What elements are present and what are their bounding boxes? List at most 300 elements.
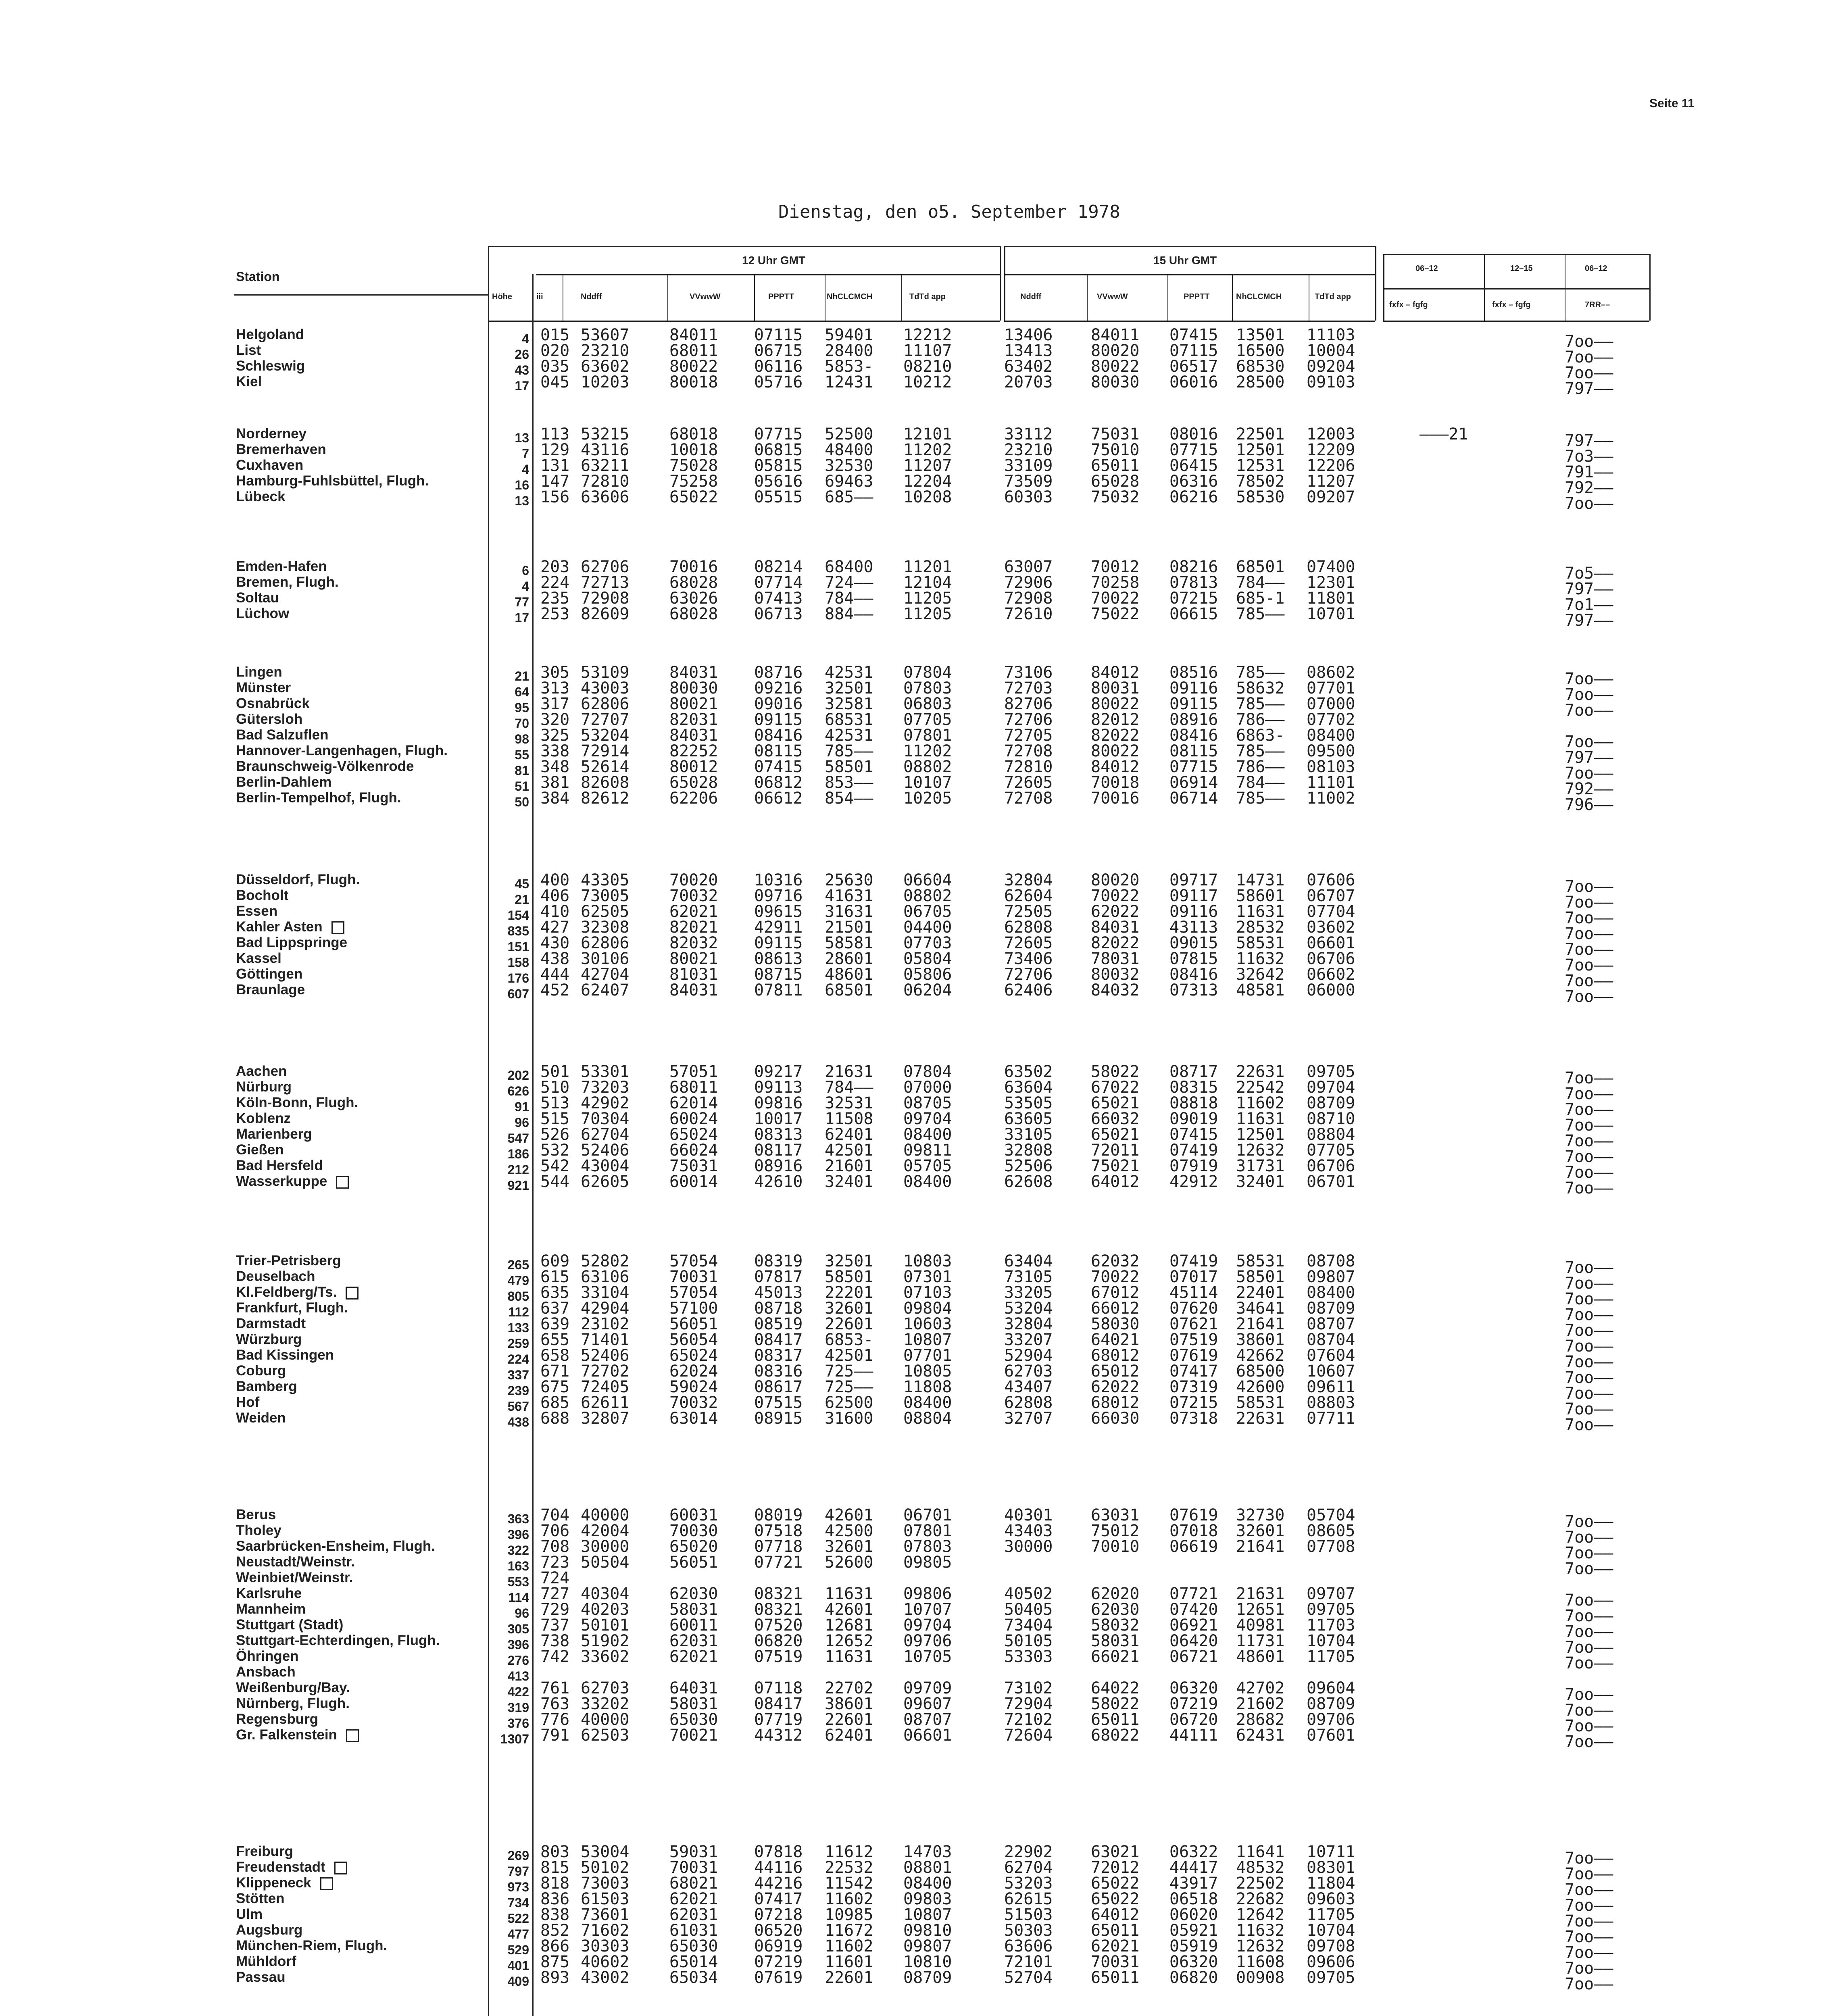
obs12-value: 07714 <box>754 573 803 592</box>
station-height: 91 <box>515 1100 529 1114</box>
obs12-value: 73601 <box>581 1906 630 1924</box>
station-height: 4 <box>522 331 529 346</box>
station-height: 21 <box>515 892 529 907</box>
obs15-value: 08708 <box>1307 1252 1355 1270</box>
precip-value: 7oo–– <box>1565 1622 1613 1641</box>
obs15-value: 70010 <box>1091 1537 1140 1556</box>
obs12-value: 32807 <box>581 1409 630 1428</box>
obs12-value: 68501 <box>825 981 873 1000</box>
obs12-value: 70031 <box>669 1268 718 1286</box>
obs15-value: 07215 <box>1169 589 1218 608</box>
obs15-value: 06320 <box>1169 1679 1218 1697</box>
obs15-value: 07715 <box>1169 758 1218 776</box>
obs12-value: 62031 <box>669 1632 718 1650</box>
obs12-value: 69463 <box>825 472 873 491</box>
obs15-value: 64022 <box>1091 1679 1140 1697</box>
station-name: Essen <box>236 903 278 919</box>
obs15-value: 38601 <box>1236 1331 1285 1349</box>
obs12-value: 07515 <box>754 1393 803 1412</box>
obs12-value: 07801 <box>903 726 952 745</box>
obs15-value: 12642 <box>1236 1906 1285 1924</box>
station-iii: 313 <box>540 679 570 698</box>
obs15-value: 84011 <box>1091 326 1140 344</box>
precip-value: 7oo–– <box>1565 332 1613 351</box>
obs15-value: 685-1 <box>1236 589 1285 608</box>
obs15-value: 11705 <box>1307 1906 1355 1924</box>
obs12-value: 22201 <box>825 1283 873 1302</box>
obs15-value: 09606 <box>1307 1953 1355 1971</box>
obs15-value: 70012 <box>1091 558 1140 576</box>
obs12-value: 08801 <box>903 1858 952 1877</box>
obs15-value: 70018 <box>1091 773 1140 792</box>
obs12-value: 11602 <box>825 1937 873 1956</box>
obs15-value: 40502 <box>1004 1585 1053 1603</box>
station-iii: 427 <box>540 918 570 937</box>
station-iii: 131 <box>540 456 570 475</box>
obs15-value: 63606 <box>1004 1937 1053 1956</box>
obs15-value: 07815 <box>1169 950 1218 968</box>
obs12-value: 785–– <box>825 742 873 760</box>
precip-value: 7oo–– <box>1565 877 1613 896</box>
station-name: Hannover-Langenhagen, Flugh. <box>236 743 448 758</box>
obs12-value: 10707 <box>903 1600 952 1619</box>
station-height: 98 <box>515 732 529 746</box>
obs12-value: 07301 <box>903 1268 952 1286</box>
obs12-value: 05616 <box>754 472 803 491</box>
station-iii: 727 <box>540 1585 570 1603</box>
station-name: Braunlage <box>236 982 305 998</box>
col15-nhclcmch: NhCLCMCH <box>1236 292 1282 301</box>
obs15-value: 07701 <box>1307 679 1355 698</box>
obs12-value: 11207 <box>903 456 952 475</box>
precip-value: 7oo–– <box>1565 1896 1613 1915</box>
obs15-value: 09103 <box>1307 373 1355 392</box>
obs12-value: 14703 <box>903 1843 952 1861</box>
obs15-value: 68012 <box>1091 1346 1140 1365</box>
extra-06-12-value: –––21 <box>1420 425 1468 444</box>
obs12-value: 65024 <box>669 1346 718 1365</box>
obs15-value: 22542 <box>1236 1078 1285 1097</box>
station-iii: 637 <box>540 1299 570 1318</box>
obs15-value: 09115 <box>1169 695 1218 713</box>
obs12-value: 42911 <box>754 918 803 937</box>
obs12-value: 40304 <box>581 1585 630 1603</box>
obs15-value: 09717 <box>1169 871 1218 889</box>
obs15-value: 08710 <box>1307 1110 1355 1128</box>
obs15-value: 66012 <box>1091 1299 1140 1318</box>
obs15-value: 78031 <box>1091 950 1140 968</box>
precip-value: 7oo–– <box>1565 1865 1613 1883</box>
station-height: 1307 <box>500 1732 529 1746</box>
extra-06-12: 06–12 <box>1415 264 1438 273</box>
obs12-value: 08416 <box>754 726 803 745</box>
station-iii: 875 <box>540 1953 570 1971</box>
station-name: Köln-Bonn, Flugh. <box>236 1095 359 1110</box>
obs15-value: 70031 <box>1091 1953 1140 1971</box>
station-height: 921 <box>507 1178 529 1193</box>
obs15-value: 33109 <box>1004 456 1053 475</box>
obs12-value: 82608 <box>581 773 630 792</box>
station-iii: 515 <box>540 1110 570 1128</box>
station-iii: 742 <box>540 1647 570 1666</box>
station-height: 112 <box>508 1305 529 1319</box>
obs12-value: 10807 <box>903 1906 952 1924</box>
precip-value: 7oo–– <box>1565 1085 1613 1103</box>
obs15-value: 07601 <box>1307 1726 1355 1745</box>
obs12-value: 32308 <box>581 918 630 937</box>
obs12-value: 12652 <box>825 1632 873 1650</box>
obs15-value: 06016 <box>1169 373 1218 392</box>
station-height: 51 <box>515 779 529 793</box>
obs12-value: 07705 <box>903 710 952 729</box>
obs12-value: 07219 <box>754 1953 803 1971</box>
obs12-value: 11631 <box>825 1585 873 1603</box>
obs15-value: 10701 <box>1307 605 1355 623</box>
station-name: Bad Kissingen <box>236 1347 334 1363</box>
obs15-value: 08216 <box>1169 558 1218 576</box>
obs15-value: 62032 <box>1091 1252 1140 1270</box>
obs15-value: 80020 <box>1091 871 1140 889</box>
obs15-value: 42600 <box>1236 1378 1285 1396</box>
obs12-value: 73003 <box>581 1874 630 1893</box>
obs12-value: 09811 <box>903 1141 952 1160</box>
obs15-value: 65022 <box>1091 1890 1140 1908</box>
obs15-value: 09117 <box>1169 887 1218 905</box>
obs12-value: 07118 <box>754 1679 803 1697</box>
obs15-value: 00908 <box>1236 1968 1285 1987</box>
obs15-value: 68501 <box>1236 558 1285 576</box>
obs15-value: 32804 <box>1004 1315 1053 1333</box>
station-height: 16 <box>515 478 529 492</box>
obs12-value: 10985 <box>825 1906 873 1924</box>
obs15-value: 11641 <box>1236 1843 1285 1861</box>
station-height: 6 <box>522 563 529 578</box>
obs15-value: 11731 <box>1236 1632 1285 1650</box>
obs12-value: 58031 <box>669 1695 718 1713</box>
precip-value: 797–– <box>1565 431 1613 450</box>
obs15-value: 82706 <box>1004 695 1053 713</box>
obs12-value: 61503 <box>581 1890 630 1908</box>
station-iii: 838 <box>540 1906 570 1924</box>
station-height: 396 <box>507 1637 529 1652</box>
obs12-value: 09706 <box>903 1632 952 1650</box>
station-height: 401 <box>507 1958 529 1973</box>
obs12-value: 56054 <box>669 1331 718 1349</box>
obs15-value: 08016 <box>1169 425 1218 444</box>
obs15-value: 67022 <box>1091 1078 1140 1097</box>
obs12-value: 32531 <box>825 1094 873 1112</box>
obs12-value: 53607 <box>581 326 630 344</box>
rule-15-right <box>1375 246 1376 321</box>
obs15-value: 31731 <box>1236 1157 1285 1175</box>
obs15-value: 72101 <box>1004 1953 1053 1971</box>
precip-value: 7oo–– <box>1565 972 1613 990</box>
station-iii: 452 <box>540 981 570 1000</box>
station-name: Weiden <box>236 1410 286 1426</box>
obs12-value: 62021 <box>669 1647 718 1666</box>
obs12-value: 42902 <box>581 1094 630 1112</box>
obs12-value: 68531 <box>825 710 873 729</box>
obs15-value: 08605 <box>1307 1522 1355 1540</box>
obs15-value: 06701 <box>1307 1173 1355 1191</box>
obs15-value: 08301 <box>1307 1858 1355 1877</box>
station-name: Frankfurt, Flugh. <box>236 1300 348 1316</box>
obs12-value: 72810 <box>581 472 630 491</box>
obs15-value: 28532 <box>1236 918 1285 937</box>
block-12-title: 12 Uhr GMT <box>742 254 806 267</box>
obs15-value: 68012 <box>1091 1393 1140 1412</box>
precip-value: 7o1–– <box>1565 596 1613 614</box>
station-height: 96 <box>515 1115 529 1130</box>
obs12-value: 10203 <box>581 373 630 392</box>
obs15-value: 07721 <box>1169 1585 1218 1603</box>
station-iii: 410 <box>540 902 570 921</box>
obs15-value: 48601 <box>1236 1647 1285 1666</box>
obs15-value: 786–– <box>1236 710 1285 729</box>
obs15-value: 70022 <box>1091 887 1140 905</box>
obs12-value: 65028 <box>669 773 718 792</box>
station-name: Öhringen <box>236 1648 299 1664</box>
obs15-value: 09708 <box>1307 1937 1355 1956</box>
obs15-value: 73102 <box>1004 1679 1053 1697</box>
station-name: Gütersloh <box>236 711 303 727</box>
obs12-value: 07721 <box>754 1553 803 1572</box>
station-name: Stuttgart (Stadt) <box>236 1617 344 1633</box>
obs12-value: 84011 <box>669 326 718 344</box>
obs12-value: 52600 <box>825 1553 873 1572</box>
station-height: 973 <box>507 1880 529 1894</box>
obs15-value: 12501 <box>1236 1125 1285 1144</box>
obs12-value: 48400 <box>825 441 873 459</box>
obs15-value: 43407 <box>1004 1378 1053 1396</box>
obs12-value: 56051 <box>669 1315 718 1333</box>
station-iii: 015 <box>540 326 570 344</box>
obs15-value: 08602 <box>1307 663 1355 682</box>
obs15-value: 06316 <box>1169 472 1218 491</box>
obs12-value: 62806 <box>581 934 630 952</box>
station-height: 26 <box>515 347 529 362</box>
obs12-value: 09805 <box>903 1553 952 1572</box>
obs12-value: 724–– <box>825 573 873 592</box>
obs15-value: 48581 <box>1236 981 1285 1000</box>
obs15-value: 72610 <box>1004 605 1053 623</box>
obs12-value: 06919 <box>754 1937 803 1956</box>
open-square-icon <box>346 1287 359 1300</box>
obs15-value: 06914 <box>1169 773 1218 792</box>
obs12-value: 05804 <box>903 950 952 968</box>
obs15-value: 32808 <box>1004 1141 1053 1160</box>
station-iii: 045 <box>540 373 570 392</box>
station-height: 607 <box>507 987 529 1001</box>
obs12-value: 58031 <box>669 1600 718 1619</box>
obs15-value: 73404 <box>1004 1616 1053 1635</box>
station-name: Göttingen <box>236 966 303 982</box>
obs12-value: 06705 <box>903 902 952 921</box>
station-name: Stötten <box>236 1891 285 1906</box>
obs15-value: 08707 <box>1307 1315 1355 1333</box>
obs15-value: 22631 <box>1236 1409 1285 1428</box>
station-height: 337 <box>507 1368 529 1382</box>
obs12-value: 884–– <box>825 605 873 623</box>
obs12-value: 40203 <box>581 1600 630 1619</box>
station-header: Station <box>236 269 280 284</box>
obs15-value: 42662 <box>1236 1346 1285 1365</box>
obs12-value: 42531 <box>825 663 873 682</box>
obs15-value: 64021 <box>1091 1331 1140 1349</box>
obs15-value: 33105 <box>1004 1125 1053 1144</box>
station-iii: 305 <box>540 663 570 682</box>
obs15-value: 07419 <box>1169 1141 1218 1160</box>
station-iii: 815 <box>540 1858 570 1877</box>
station-iii: 325 <box>540 726 570 745</box>
obs12-value: 07803 <box>903 679 952 698</box>
obs15-value: 08709 <box>1307 1094 1355 1112</box>
obs12-value: 09016 <box>754 695 803 713</box>
station-name: Kiel <box>236 374 262 389</box>
obs15-value: 21602 <box>1236 1695 1285 1713</box>
rule-15-c3 <box>1232 274 1233 321</box>
obs15-value: 10004 <box>1307 342 1355 360</box>
obs15-value: 07708 <box>1307 1537 1355 1556</box>
obs12-value: 12104 <box>903 573 952 592</box>
station-name: Gießen <box>236 1142 284 1158</box>
precip-value: 7oo–– <box>1565 494 1613 513</box>
obs15-value: 09207 <box>1307 488 1355 506</box>
obs12-value: 53004 <box>581 1843 630 1861</box>
obs12-value: 63106 <box>581 1268 630 1286</box>
obs12-value: 11631 <box>825 1647 873 1666</box>
station-iii: 729 <box>540 1600 570 1619</box>
precip-value: 7oo–– <box>1565 1069 1613 1087</box>
obs12-value: 42610 <box>754 1173 803 1191</box>
obs12-value: 43116 <box>581 441 630 459</box>
station-iii: 791 <box>540 1726 570 1745</box>
obs12-value: 07804 <box>903 663 952 682</box>
station-iii: 020 <box>540 342 570 360</box>
obs15-value: 11602 <box>1236 1094 1285 1112</box>
obs12-value: 08707 <box>903 1710 952 1729</box>
obs15-value: 07018 <box>1169 1522 1218 1540</box>
obs15-value: 07702 <box>1307 710 1355 729</box>
obs12-value: 05716 <box>754 373 803 392</box>
obs15-value: 06000 <box>1307 981 1355 1000</box>
obs12-value: 12431 <box>825 373 873 392</box>
obs12-value: 08613 <box>754 950 803 968</box>
rule-12-c4 <box>901 274 902 321</box>
obs12-value: 65034 <box>669 1968 718 1987</box>
station-name: Ulm <box>236 1906 263 1922</box>
obs12-value: 43004 <box>581 1157 630 1175</box>
precip-value: 7oo–– <box>1565 1701 1613 1720</box>
precip-value: 7oo–– <box>1565 1733 1613 1751</box>
obs15-value: 53204 <box>1004 1299 1053 1318</box>
obs15-value: 06517 <box>1169 357 1218 376</box>
obs12-value: 09806 <box>903 1585 952 1603</box>
obs12-value: 10017 <box>754 1110 803 1128</box>
extra-12-15: 12–15 <box>1510 264 1533 273</box>
obs12-value: 82609 <box>581 605 630 623</box>
obs12-value: 62401 <box>825 1125 873 1144</box>
station-name: Lüchow <box>236 606 290 621</box>
station-height: 70 <box>515 716 529 731</box>
obs15-value: 07219 <box>1169 1695 1218 1713</box>
obs12-value: 30303 <box>581 1937 630 1956</box>
station-height: 163 <box>507 1559 529 1573</box>
station-iii: 836 <box>540 1890 570 1908</box>
obs12-value: 51902 <box>581 1632 630 1650</box>
obs12-value: 43003 <box>581 679 630 698</box>
precip-value: 797–– <box>1565 748 1613 767</box>
obs15-value: 03602 <box>1307 918 1355 937</box>
obs15-value: 22631 <box>1236 1062 1285 1081</box>
obs12-value: 09716 <box>754 887 803 905</box>
obs15-value: 82012 <box>1091 710 1140 729</box>
obs15-value: 62020 <box>1091 1585 1140 1603</box>
obs12-value: 11612 <box>825 1843 873 1861</box>
obs12-value: 53204 <box>581 726 630 745</box>
obs15-value: 785–– <box>1236 605 1285 623</box>
rule-extra-right <box>1649 254 1651 321</box>
obs12-value: 62605 <box>581 1173 630 1191</box>
station-iii: 129 <box>540 441 570 459</box>
obs15-value: 63404 <box>1004 1252 1053 1270</box>
obs15-value: 58531 <box>1236 934 1285 952</box>
obs15-value: 58022 <box>1091 1695 1140 1713</box>
obs15-value: 09707 <box>1307 1585 1355 1603</box>
station-name: List <box>236 342 261 358</box>
obs15-value: 12632 <box>1236 1937 1285 1956</box>
obs15-value: 12003 <box>1307 425 1355 444</box>
obs15-value: 72904 <box>1004 1695 1053 1713</box>
header-mid-rule <box>536 274 1000 275</box>
obs12-value: 42601 <box>825 1506 873 1524</box>
obs15-value: 72810 <box>1004 758 1053 776</box>
obs15-value: 58632 <box>1236 679 1285 698</box>
obs15-value: 07017 <box>1169 1268 1218 1286</box>
station-iii: 706 <box>540 1522 570 1540</box>
obs12-value: 48601 <box>825 965 873 984</box>
station-height: 477 <box>507 1927 529 1941</box>
obs15-value: 07704 <box>1307 902 1355 921</box>
station-name: Norderney <box>236 426 307 442</box>
obs15-value: 33205 <box>1004 1283 1053 1302</box>
obs12-value: 06116 <box>754 357 803 376</box>
obs15-value: 72605 <box>1004 934 1053 952</box>
obs12-value: 08321 <box>754 1600 803 1619</box>
obs15-value: 32730 <box>1236 1506 1285 1524</box>
obs12-value: 65022 <box>669 488 718 506</box>
obs12-value: 80021 <box>669 695 718 713</box>
station-height: 176 <box>507 971 529 985</box>
header-bottom-rule-15 <box>1004 321 1375 322</box>
obs12-value: 06815 <box>754 441 803 459</box>
obs12-value: 52802 <box>581 1252 630 1270</box>
obs15-value: 58022 <box>1091 1062 1140 1081</box>
obs12-value: 73203 <box>581 1078 630 1097</box>
obs15-value: 80032 <box>1091 965 1140 984</box>
obs15-value: 12531 <box>1236 456 1285 475</box>
station-height: 212 <box>507 1162 529 1177</box>
obs12-value: 07811 <box>754 981 803 1000</box>
obs12-value: 07115 <box>754 326 803 344</box>
obs15-value: 08400 <box>1307 1283 1355 1302</box>
obs12-value: 23102 <box>581 1315 630 1333</box>
obs12-value: 62505 <box>581 902 630 921</box>
obs12-value: 11508 <box>825 1110 873 1128</box>
obs12-value: 07518 <box>754 1522 803 1540</box>
obs15-value: 08516 <box>1169 663 1218 682</box>
station-iii: 224 <box>540 573 570 592</box>
